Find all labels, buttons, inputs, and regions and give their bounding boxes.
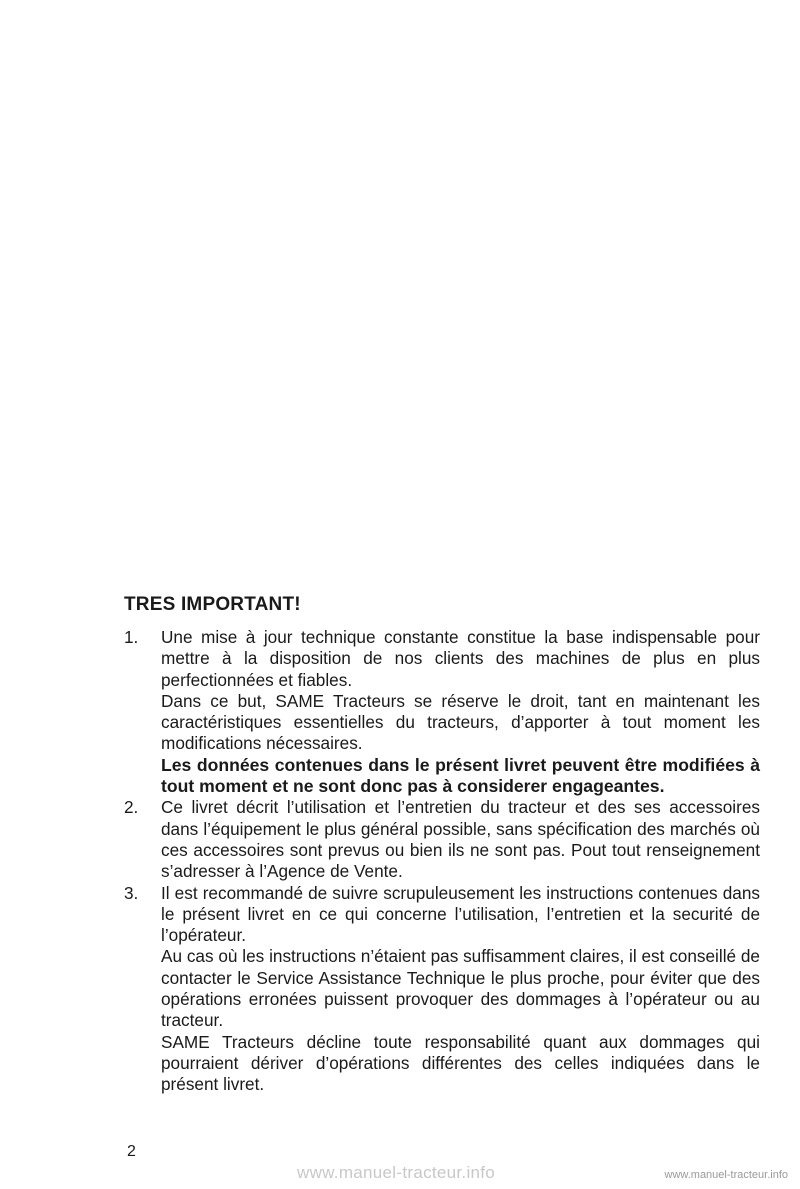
item-paragraph: Ce livret décrit l’utilisation et l’entretien du tracteur et des ses accessoires dans l’équipement le plus général possible, sans spécification des marchés où ces accessoires sont prevus ou bien ils ne sont pas. Pout tout renseignement s’adresser à l’Agence de Vente. — [161, 797, 760, 882]
item-paragraph-bold: Les données contenues dans le présent livret peuvent être modifiées à tout moment et ne sont donc pas à considerer engageantes. — [161, 754, 760, 797]
section-heading: TRES IMPORTANT! — [124, 594, 301, 615]
item-paragraph: SAME Tracteurs décline toute responsabilité quant aux dommages qui pourraient dériver d’opérations différentes des celles indiquées dans le présent livret. — [161, 1031, 760, 1095]
list-item — [124, 883, 760, 1096]
watermark-center: www.manuel-tracteur.info — [297, 1163, 496, 1182]
list-item — [124, 797, 760, 882]
item-number: 3. — [124, 882, 139, 903]
item-paragraph: Il est recommandé de suivre scrupuleusement les instructions contenues dans le présent livret en ce qui concerne l’utilisation, l’entretien et la securité de l’opérateur. — [161, 882, 760, 946]
item-paragraph: Une mise à jour technique constante constitue la base indispensable pour mettre à la disposition de nos clients des machines de plus en plus perfectionnées et fiables. — [161, 627, 760, 690]
instructions-list — [124, 627, 760, 1096]
watermark-right: www.manuel-tracteur.info — [664, 1169, 788, 1181]
list-item — [124, 627, 760, 797]
item-number: 2. — [124, 797, 139, 818]
item-paragraph: Au cas où les instructions n’étaient pas suffisamment claires, il est conseillé de contacter le Service Assistance Technique le plus proche, pour éviter que des opérations erronées puissent provoquer des dommages à l’opérateur ou au tracteur. — [161, 946, 760, 1031]
page-number: 2 — [127, 1143, 136, 1160]
item-number: 1. — [124, 627, 139, 647]
item-paragraph: Dans ce but, SAME Tracteurs se réserve le droit, tant en maintenant les caractéristiques essentielles du tracteurs, d’apporter à tout moment les modifications nécessaires. — [161, 690, 760, 754]
